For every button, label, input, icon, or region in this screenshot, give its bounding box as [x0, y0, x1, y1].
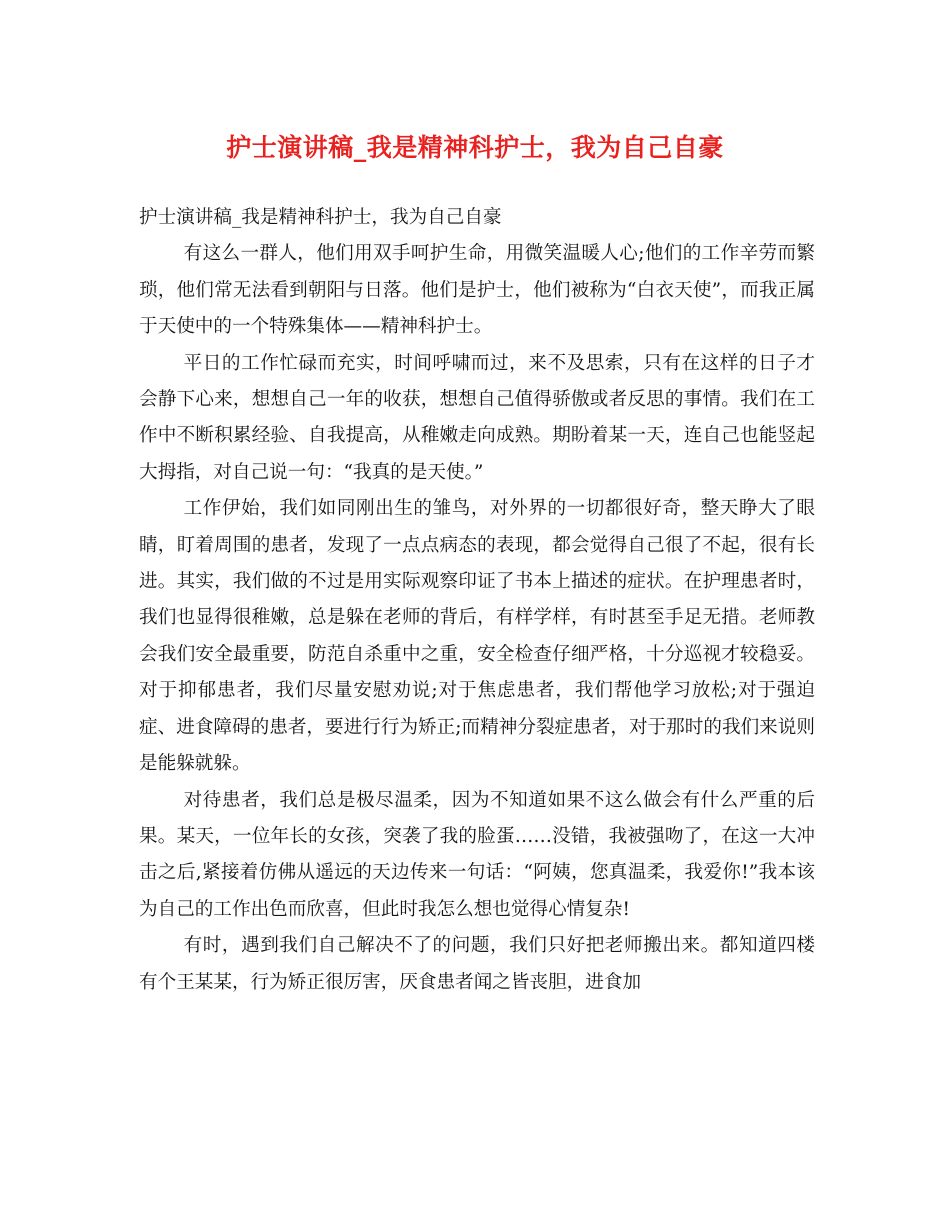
- document-title: 护士演讲稿_我是精神科护士，我为自己自豪: [226, 133, 724, 162]
- paragraph-2: 平日的工作忙碌而充实，时间呼啸而过，来不及思索，只有在这样的日子才会静下心来，想想自己一年的收获，想想自己值得骄傲或者反思的事情。我们在工作中不断积累经验、自我提高，从稚嫩走向成熟。期盼着某一天，连自己也能竖起大拇指，对自己说一句：“我真的是天使。”: [139, 352, 815, 483]
- document-body: [139, 200, 815, 1001]
- paragraph-5: 有时，遇到我们自己解决不了的问题，我们只好把老师搬出来。都知道四楼有个王某某，行为矫正很厉害，厌食患者闻之皆丧胆，进食加: [139, 935, 815, 993]
- document-subtitle: 护士演讲稿_我是精神科护士，我为自己自豪: [139, 207, 502, 228]
- paragraph-1: 有这么一群人，他们用双手呵护生命，用微笑温暖人心;他们的工作辛劳而繁琐，他们常无法看到朝阳与日落。他们是护士，他们被称为“白衣天使”，而我正属于天使中的一个特殊集体——精神科护士。: [139, 243, 815, 338]
- paragraph-3: 工作伊始，我们如同刚出生的雏鸟，对外界的一切都很好奇，整天睁大了眼睛，盯着周围的患者，发现了一点点病态的表现，都会觉得自己很了不起，很有长进。其实，我们做的不过是用实际观察印证了书本上描述的症状。在护理患者时，我们也显得很稚嫩，总是躲在老师的背后，有样学样，有时甚至手足无措。老师教会我们安全最重要，防范自杀重中之重，安全检查仔细严格，十分巡视才较稳妥。对于抑郁患者，我们尽量安慰劝说;对于焦虑患者，我们帮他学习放松;对于强迫症、进食障碍的患者，要进行行为矫正;而精神分裂症患者，对于那时的我们来说则是能躲就躲。: [139, 498, 815, 775]
- paragraph-4: 对待患者，我们总是极尽温柔，因为不知道如果不这么做会有什么严重的后果。某天，一位年长的女孩，突袭了我的脸蛋……没错，我被强吻了，在这一大冲击之后,紧接着仿佛从遥远的天边传来一句话：“阿姨，您真温柔，我爱你!”我本该为自己的工作出色而欣喜，但此时我怎么想也觉得心情复杂!: [139, 789, 815, 920]
